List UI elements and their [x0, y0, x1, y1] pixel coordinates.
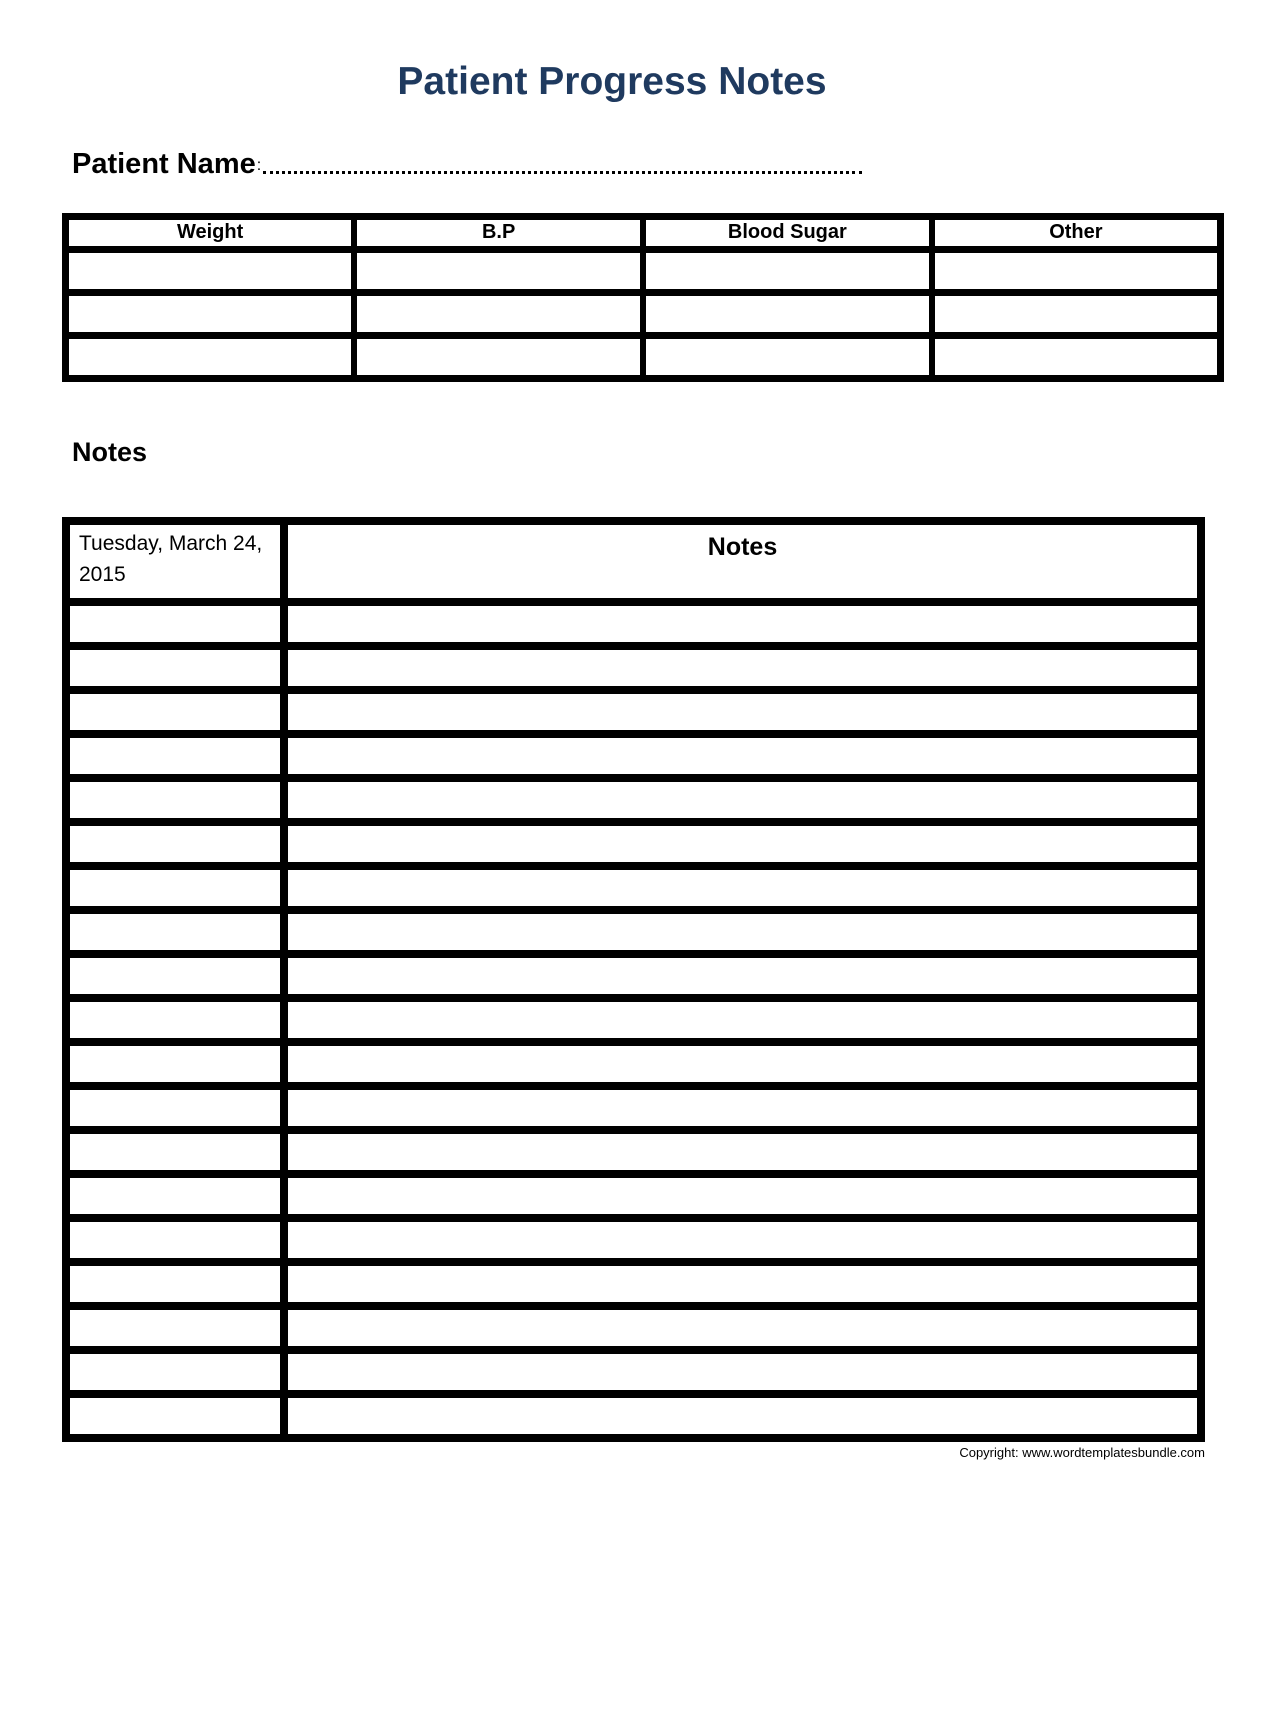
table-row [66, 249, 1221, 292]
notes-table-body [66, 602, 1201, 1438]
vitals-empty-cell[interactable] [643, 335, 932, 378]
notes-empty-cell[interactable] [66, 690, 284, 734]
table-row [66, 778, 1201, 822]
notes-empty-cell[interactable] [284, 602, 1201, 646]
notes-empty-cell[interactable] [66, 1350, 284, 1394]
notes-empty-cell[interactable] [66, 1174, 284, 1218]
notes-empty-cell[interactable] [66, 1042, 284, 1086]
vitals-empty-cell[interactable] [354, 249, 643, 292]
notes-date-header-cell[interactable]: Tuesday, March 24, 2015 [66, 521, 284, 602]
notes-empty-cell[interactable] [284, 1394, 1201, 1438]
vitals-header-blood-sugar: Blood Sugar [643, 216, 932, 249]
vitals-empty-cell[interactable] [354, 335, 643, 378]
vitals-empty-cell[interactable] [354, 292, 643, 335]
vitals-empty-cell[interactable] [66, 335, 355, 378]
vitals-table [62, 213, 1224, 382]
vitals-empty-cell[interactable] [932, 292, 1221, 335]
notes-empty-cell[interactable] [284, 1086, 1201, 1130]
notes-empty-cell[interactable] [66, 734, 284, 778]
notes-empty-cell[interactable] [66, 1218, 284, 1262]
vitals-empty-cell[interactable] [643, 292, 932, 335]
notes-empty-cell[interactable] [66, 1130, 284, 1174]
notes-empty-cell[interactable] [66, 778, 284, 822]
table-row [66, 998, 1201, 1042]
vitals-header-bp: B.P [354, 216, 643, 249]
table-row [66, 1218, 1201, 1262]
table-row [66, 1174, 1201, 1218]
notes-empty-cell[interactable] [284, 1262, 1201, 1306]
copyright-text: Copyright: www.wordtemplatesbundle.com [959, 1445, 1205, 1461]
table-row [66, 1130, 1201, 1174]
vitals-header-row [66, 216, 1221, 249]
vitals-header-other: Other [932, 216, 1221, 249]
table-row [66, 954, 1201, 998]
patient-name-colon: : [256, 156, 262, 174]
vitals-header-weight: Weight [66, 216, 355, 249]
vitals-empty-cell[interactable] [66, 249, 355, 292]
notes-empty-cell[interactable] [284, 954, 1201, 998]
notes-empty-cell[interactable] [66, 954, 284, 998]
notes-empty-cell[interactable] [66, 822, 284, 866]
table-row [66, 1350, 1201, 1394]
notes-empty-cell[interactable] [284, 998, 1201, 1042]
patient-name-row [72, 149, 862, 181]
notes-empty-cell[interactable] [66, 998, 284, 1042]
notes-table [62, 517, 1205, 1442]
table-row [66, 910, 1201, 954]
notes-empty-cell[interactable] [66, 910, 284, 954]
notes-empty-cell[interactable] [66, 1306, 284, 1350]
notes-empty-cell[interactable] [284, 1130, 1201, 1174]
patient-name-fill-line[interactable] [263, 171, 862, 174]
table-row [66, 646, 1201, 690]
table-row [66, 822, 1201, 866]
notes-empty-cell[interactable] [66, 866, 284, 910]
notes-empty-cell[interactable] [66, 602, 284, 646]
notes-empty-cell[interactable] [284, 822, 1201, 866]
vitals-empty-cell[interactable] [643, 249, 932, 292]
notes-section-heading: Notes [72, 436, 148, 467]
vitals-table-body [66, 249, 1221, 378]
notes-column-header: Notes [284, 521, 1201, 602]
notes-header-row [66, 521, 1201, 602]
vitals-empty-cell[interactable] [66, 292, 355, 335]
document-page [0, 60, 1275, 1710]
table-row [66, 292, 1221, 335]
vitals-empty-cell[interactable] [932, 335, 1221, 378]
table-row [66, 866, 1201, 910]
notes-empty-cell[interactable] [284, 734, 1201, 778]
notes-empty-cell[interactable] [284, 646, 1201, 690]
vitals-empty-cell[interactable] [932, 249, 1221, 292]
table-row [66, 1086, 1201, 1130]
notes-empty-cell[interactable] [284, 1306, 1201, 1350]
notes-empty-cell[interactable] [66, 1394, 284, 1438]
notes-empty-cell[interactable] [66, 1262, 284, 1306]
notes-empty-cell[interactable] [66, 1086, 284, 1130]
table-row [66, 734, 1201, 778]
notes-empty-cell[interactable] [284, 1218, 1201, 1262]
table-row [66, 1394, 1201, 1438]
notes-empty-cell[interactable] [66, 646, 284, 690]
page-title: Patient Progress Notes [397, 60, 827, 103]
notes-empty-cell[interactable] [284, 910, 1201, 954]
notes-empty-cell[interactable] [284, 778, 1201, 822]
table-row [66, 1262, 1201, 1306]
notes-empty-cell[interactable] [284, 1350, 1201, 1394]
patient-name-label: Patient Name [72, 147, 256, 180]
notes-empty-cell[interactable] [284, 866, 1201, 910]
table-row [66, 335, 1221, 378]
table-row [66, 1042, 1201, 1086]
notes-empty-cell[interactable] [284, 1174, 1201, 1218]
notes-empty-cell[interactable] [284, 690, 1201, 734]
table-row [66, 690, 1201, 734]
table-row [66, 602, 1201, 646]
notes-empty-cell[interactable] [284, 1042, 1201, 1086]
table-row [66, 1306, 1201, 1350]
